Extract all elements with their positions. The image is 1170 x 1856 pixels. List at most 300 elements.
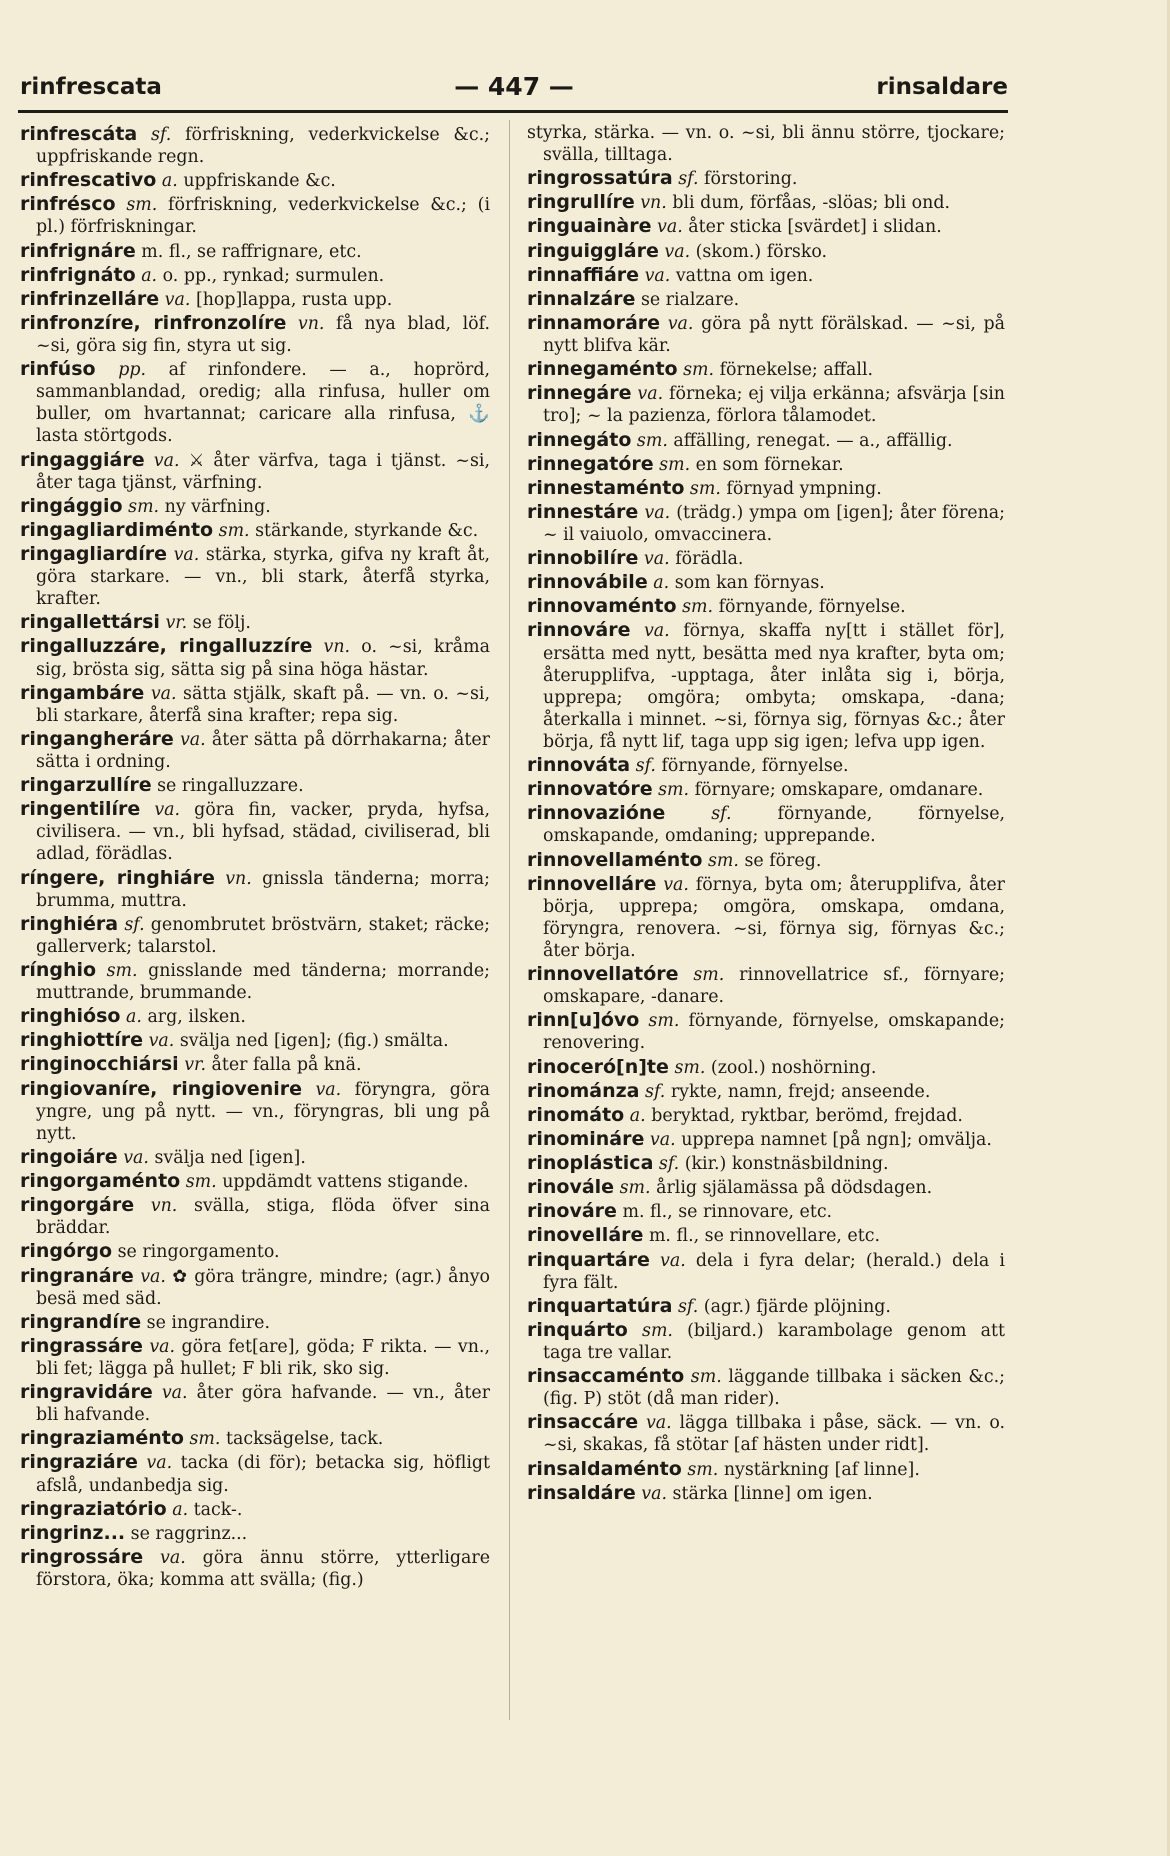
dictionary-entry (527, 1248, 1005, 1294)
dictionary-entry (527, 848, 1005, 872)
dictionary-entry (20, 1545, 490, 1591)
dictionary-entry (20, 1521, 490, 1545)
entry-headword: rinoplástica (527, 1152, 654, 1174)
entry-definition: förnya, skaffa ny[tt i stället för], ersätta med nytt, besätta med nya krafter, byta om; återupplifva, -upptaga, åter inlåta sig i, börja, upprepa; omgöra; ombyta; omskapa, -dana; återkalla i minnet. ~si, förnya sig, förnyas &c.; åter börja, få nytt lif, taga upp sig igen; lefva upp igen. (543, 621, 1005, 752)
header-first-word: rinfrescata (20, 74, 162, 100)
entry-definition: (kir.) konstnäsbildning. (684, 1154, 889, 1174)
dictionary-entry (20, 239, 490, 263)
entry-headword: ringraziaménto (20, 1427, 184, 1450)
entry-definition: uppfriskande &c. (183, 171, 336, 192)
entry-headword: rinnovaménto (527, 595, 677, 618)
entry-definition: åter sticka [svärdet] i slidan. (688, 217, 942, 238)
entry-grammar: vn. (323, 637, 351, 658)
entry-definition: bli dum, förfåas, -slöas; bli ond. (672, 193, 950, 214)
entry-grammar: va. (664, 241, 691, 262)
left-column (20, 122, 490, 1822)
entry-grammar: sm. (658, 780, 690, 801)
entry-headword: rinnováre (527, 619, 631, 642)
entry-definition: läggande tillbaka i säcken &c.; (fig. P) stöt (då man rider). (543, 1367, 1005, 1410)
entry-grammar: va. (643, 621, 670, 642)
entry-definition: åter falla på knä. (211, 1055, 362, 1076)
dictionary-entry (527, 777, 1005, 801)
entry-headword: rinquartatúra (527, 1294, 673, 1317)
dictionary-entry (20, 357, 490, 447)
dictionary-entry (20, 1310, 490, 1334)
entry-headword: ringagliardiménto (20, 518, 214, 541)
entry-grammar: sm. (683, 360, 715, 381)
entry-headword: rinnestáre (527, 500, 639, 523)
entry-definition: [hop]lappa, rusta upp. (195, 289, 393, 310)
dictionary-entry (527, 1008, 1005, 1054)
entry-headword: rinománza (527, 1079, 640, 1102)
entry-headword: rinnovazióne (527, 802, 666, 825)
entry-headword: rinnovellatóre (527, 963, 679, 986)
entry-grammar: va. (660, 1250, 686, 1271)
entry-headword: rinn[u]óvo (527, 1009, 640, 1032)
entry-headword: rinsaccaménto (527, 1365, 685, 1388)
dictionary-entry (20, 448, 490, 494)
dictionary-entry (527, 1079, 1005, 1103)
dictionary-entry (527, 872, 1005, 962)
dictionary-entry (527, 570, 1005, 594)
entry-headword: ringággio (20, 494, 123, 517)
entry-definition: rykte, namn, frejd; anseende. (670, 1081, 931, 1102)
entry-definition: (agr.) fjärde plöjning. (703, 1296, 891, 1317)
entry-grammar: sm. (185, 1172, 217, 1193)
dictionary-entry (527, 801, 1005, 847)
entry-definition: nystärkning [af linne]. (723, 1459, 920, 1480)
entry-headword: rinfronzíre, rinfronzolíre (20, 311, 287, 334)
entry-grammar: sm. (189, 1429, 221, 1450)
entry-definition: se föreg. (744, 850, 822, 871)
entry-grammar: va. (645, 1413, 672, 1434)
entry-grammar: va. (150, 683, 177, 704)
entry-headword: rinfrésco (20, 193, 116, 216)
entry-definition: årlig själamässa på dödsdagen. (656, 1178, 933, 1199)
entry-grammar: sf. (711, 804, 732, 825)
entry-grammar: sm. (674, 1057, 706, 1078)
right-column (527, 122, 1005, 1822)
dictionary-entry (20, 773, 490, 797)
entry-grammar: sm. (218, 520, 250, 541)
page-number: — 447 — (454, 72, 574, 101)
entry-definition: förnyare; omskapare, omdanare. (694, 780, 984, 801)
entry-grammar: sm. (689, 478, 721, 499)
entry-grammar: sf. (635, 756, 656, 777)
entry-definition: åter göra hafvande. — vn., åter bli hafvande. (36, 1383, 490, 1426)
entry-headword: rinnegatóre (527, 452, 654, 475)
dictionary-entry (20, 168, 490, 192)
entry-grammar: va. (179, 729, 206, 750)
dictionary-entry (20, 192, 490, 238)
entry-headword: ringentilíre (20, 798, 141, 821)
entry-headword: rinomináre (527, 1127, 645, 1150)
entry-headword: rínghio (20, 959, 97, 981)
dictionary-entry (527, 311, 1005, 357)
entry-definition: o. pp., rynkad; surmulen. (162, 265, 385, 286)
entry-definition: stärka, styrka, gifva ny kraft åt, göra starkare. — vn., bli stark, återfå styrka, krafter. (36, 545, 490, 610)
entry-definition: (trädg.) ympa om [igen]; åter förena; ~ il vaiuolo, omvaccinera. (543, 502, 1005, 545)
dictionary-entry (20, 263, 490, 287)
entry-definition: svälja ned [igen]. (154, 1147, 306, 1168)
entry-definition: genombrutet bröstvärn, staket; räcke; gallerverk; talarstol. (36, 914, 490, 957)
dictionary-entry (20, 1004, 490, 1028)
dictionary-entry (20, 518, 490, 542)
entry-headword: ringallettársi (20, 611, 160, 634)
entry-headword: rinnovellaménto (527, 848, 703, 871)
header-rule (18, 110, 1008, 113)
entry-headword: ringhióso (20, 1005, 121, 1028)
dictionary-entry (20, 634, 490, 680)
entry-definition: se ingrandire. (146, 1312, 270, 1333)
entry-definition: som kan förnyas. (674, 573, 825, 594)
entry-headword: rinnalzáre (527, 287, 636, 310)
dictionary-entry (20, 1450, 490, 1496)
dictionary-entry (527, 263, 1005, 287)
dictionary-entry (20, 958, 490, 1004)
entry-definition: beryktad, ryktbar, berömd, frejdad. (651, 1105, 963, 1126)
dictionary-entry (20, 287, 490, 311)
entry-grammar: va. (663, 874, 689, 895)
entry-definition: gnissla tänderna; morra; brumma, muttra. (36, 868, 490, 911)
dictionary-entry (20, 122, 490, 168)
dictionary-entry (527, 1457, 1005, 1481)
entry-headword: ringórgo (20, 1240, 113, 1263)
dictionary-entry (527, 1175, 1005, 1199)
entry-definition: förnyande, förnyelse. (661, 756, 849, 777)
entry-headword: rinnestaménto (527, 476, 685, 499)
entry-definition: förädla. (675, 549, 744, 570)
entry-definition: förfriskning, vederkvickelse &c.; uppfriskande regn. (36, 125, 490, 168)
dictionary-entry (20, 1380, 490, 1426)
entry-headword: ringrassáre (20, 1334, 143, 1357)
entry-grammar: sf. (124, 914, 145, 935)
entry-definition: ny värfning. (164, 496, 271, 517)
entry-grammar: sf. (658, 1154, 680, 1174)
entry-headword: ringraziáre (20, 1451, 138, 1474)
entry-headword: rinsaldáre (527, 1481, 636, 1504)
entry-definition: ✿ göra trängre, mindre; (agr.) ånyo besä med säd. (36, 1266, 490, 1309)
entry-grammar: a. (161, 171, 178, 192)
entry-grammar: va. (667, 313, 694, 334)
dictionary-entry (20, 1193, 490, 1239)
entry-grammar: sm. (687, 1459, 719, 1480)
page-header (20, 74, 1008, 104)
entry-definition: se ringalluzzare. (157, 776, 304, 797)
entry-definition: förnyad ympning. (726, 478, 882, 499)
dictionary-entry (527, 1223, 1005, 1247)
entry-definition: göra ännu större, ytterligare förstora, öka; komma att svälla; (fig.) (36, 1547, 490, 1590)
entry-definition: se följ. (192, 613, 251, 634)
entry-grammar: sm. (619, 1178, 651, 1199)
entry-headword: rinsaldaménto (527, 1457, 682, 1480)
entry-grammar: sf. (151, 125, 172, 145)
entry-grammar: sm. (690, 1367, 722, 1388)
entry-definition: tack-. (193, 1499, 243, 1520)
dictionary-entry (527, 500, 1005, 546)
dictionary-entry (527, 428, 1005, 452)
entry-definition: m. fl., se rinnovellare, etc. (648, 1226, 880, 1247)
entry-grammar: va. (315, 1079, 342, 1100)
entry-headword: rinquartáre (527, 1248, 650, 1271)
entry-grammar: sm. (682, 597, 714, 618)
dictionary-entry (20, 1145, 490, 1169)
dictionary-entry (527, 1481, 1005, 1505)
dictionary-entry (20, 797, 490, 865)
entry-definition: förnya, byta om; återupplifva, åter börja, upprepa; omgöra, omskapa, omdana, föryngra, renovera. ~si, förnya sig, förnyas &c.; åter börja. (543, 874, 1005, 961)
dictionary-entry (527, 753, 1005, 777)
entry-definition: (skom.) försko. (695, 241, 828, 262)
dictionary-entry (527, 1318, 1005, 1364)
entry-headword: ringrossáre (20, 1545, 144, 1568)
entry-grammar: va. (164, 289, 191, 310)
entry-grammar: va. (146, 1453, 173, 1474)
header-last-word: rinsaldare (876, 74, 1008, 100)
entry-grammar: va. (649, 1129, 676, 1150)
entry-grammar: va. (148, 1031, 175, 1052)
dictionary-entry (527, 1199, 1005, 1223)
dictionary-entry (527, 214, 1005, 238)
entry-grammar: a. (172, 1499, 189, 1520)
entry-headword: rinfrignáre (20, 239, 136, 262)
entry-definition: uppdämdt vattens stigande. (222, 1172, 469, 1193)
entry-grammar: va. (161, 1383, 188, 1404)
entry-grammar: sm. (659, 454, 691, 475)
entry-grammar: vn. (150, 1196, 178, 1217)
dictionary-entry (20, 1264, 490, 1310)
entry-definition: se ringorgamento. (117, 1242, 280, 1263)
entry-grammar: va. (160, 1547, 186, 1568)
dictionary-entry (527, 1127, 1005, 1151)
column-divider (509, 120, 510, 1720)
dictionary-entry (20, 610, 490, 634)
entry-definition: ⚔ åter värfva, taga i tjänst. ~si, åter taga tjänst, värfning. (36, 450, 490, 493)
entry-headword: ringuiggláre (527, 239, 659, 262)
entry-grammar: sm. (126, 195, 158, 216)
entry-definition: tacksägelse, tack. (225, 1429, 384, 1450)
entry-grammar: va. (644, 502, 671, 523)
entry-headword: rinoceró[n]te (527, 1055, 669, 1078)
entry-grammar: sm. (128, 496, 160, 517)
entry-headword: ringinocchiársi (20, 1053, 179, 1076)
dictionary-entry (527, 1055, 1005, 1079)
entry-grammar: vn. (640, 193, 667, 214)
entry-headword: rinovále (527, 1176, 615, 1199)
dictionary-entry (20, 866, 490, 912)
entry-definition: affälling, renegat. — a., affällig. (673, 430, 953, 451)
dictionary-entry (527, 1294, 1005, 1318)
entry-headword: rinnaffiáre (527, 263, 640, 286)
entry-grammar: a. (126, 1007, 142, 1028)
entry-headword: rinomáto (527, 1103, 625, 1126)
entry-definition: åter sätta på dörrhakarna; åter sätta i ordning. (36, 729, 490, 773)
entry-grammar: sm. (707, 850, 739, 871)
entry-grammar: va. (140, 1266, 166, 1287)
entry-grammar: va. (641, 1483, 667, 1504)
entry-definition: lägga tillbaka i påse, säck. — vn. o. ~si, skakas, få stötar [af hästen under ridt]. (543, 1413, 1005, 1456)
entry-grammar: sm. (648, 1011, 680, 1032)
entry-definition: svälja ned [igen]; (fig.) smälta. (179, 1031, 449, 1052)
dictionary-entry (527, 1151, 1005, 1175)
entry-definition: tacka (di för); betacka sig, höfligt afslå, undanbedja sig. (36, 1453, 490, 1496)
entry-headword: ringranáre (20, 1264, 134, 1287)
entry-definition: förnyande, förnyelse. (718, 597, 906, 618)
dictionary-entry (20, 311, 490, 357)
dictionary-entry (527, 618, 1005, 753)
entry-headword: rinquárto (527, 1318, 628, 1341)
dictionary-entry (527, 239, 1005, 263)
entry-grammar: va. (643, 549, 670, 570)
entry-grammar: a. (653, 573, 670, 594)
entry-grammar: sf. (677, 1296, 699, 1317)
entry-definition: få nya blad, löf. ~si, göra sig fin, styra ut sig. (36, 313, 490, 357)
entry-definition: förnyande, förnyelse, omskapande, omdaning; upprepande. (543, 804, 1005, 847)
entry-headword: rinsaccáre (527, 1411, 639, 1434)
entry-headword: rinfrignáto (20, 263, 136, 286)
entry-headword: ringrullíre (527, 191, 635, 214)
dictionary-entry (20, 494, 490, 518)
entry-grammar: va. (153, 450, 180, 471)
entry-definition: (zool.) noshörning. (710, 1057, 877, 1078)
entry-headword: ringraziatório (20, 1497, 167, 1520)
entry-grammar: pp. (118, 360, 146, 381)
entry-definition: o. ~si, kråma sig, brösta sig, sätta sig på sina höga hästar. (36, 637, 490, 680)
entry-grammar: va. (149, 1336, 176, 1357)
entry-definition: vattna om igen. (675, 265, 814, 286)
entry-headword: ringagliardíre (20, 543, 168, 566)
entry-headword: ringhiottíre (20, 1029, 144, 1052)
entry-headword: ringambáre (20, 681, 145, 704)
entry-headword: ringrinz... (20, 1521, 126, 1544)
entry-headword: ríngere, ringhiáre (20, 866, 215, 889)
entry-headword: rinnovatóre (527, 778, 653, 801)
dictionary-entry (20, 1239, 490, 1263)
entry-headword: rinfrescativo (20, 169, 157, 192)
dictionary-entry (527, 1410, 1005, 1456)
dictionary-entry (527, 1364, 1005, 1410)
dictionary-entry (527, 122, 1005, 166)
entry-definition: förstoring. (704, 169, 798, 190)
entry-grammar: sm. (693, 965, 725, 986)
entry-headword: rinnegáre (527, 382, 632, 405)
entry-grammar: va. (657, 217, 683, 238)
entry-grammar: vr. (184, 1055, 206, 1076)
entry-headword: ringaggiáre (20, 448, 145, 471)
dictionary-entry (20, 1169, 490, 1193)
dictionary-entry (20, 912, 490, 958)
entry-definition: sätta stjälk, skaft på. — vn. o. ~si, bli starkare, återfå sina krafter; repa sig. (36, 683, 490, 726)
entry-headword: ringrandíre (20, 1310, 142, 1333)
entry-grammar: sf. (678, 169, 699, 190)
entry-headword: rinfúso (20, 358, 96, 381)
dictionary-entry (20, 681, 490, 727)
entry-headword: rinfrinzelláre (20, 287, 160, 310)
entry-grammar: va. (173, 545, 200, 566)
entry-grammar: sm. (106, 961, 138, 981)
entry-definition: upprepa namnet [på ngn]; omvälja. (681, 1129, 992, 1150)
entry-definition: (biljard.) karambolage genom att taga tre vallar. (543, 1320, 1005, 1363)
entry-definition: gnisslande med tänderna; morrande; muttrande, brummande. (36, 961, 490, 1004)
entry-definition: dela i fyra delar; (herald.) dela i fyra fält. (543, 1250, 1005, 1293)
dictionary-entry (20, 1497, 490, 1521)
entry-headword: rinnegaménto (527, 358, 678, 381)
entry-headword: rinnegáto (527, 428, 632, 451)
entry-definition: föryngra, göra yngre, ung på nytt. — vn., föryngras, bli ung på nytt. (36, 1079, 490, 1144)
entry-headword: ringalluzzáre, ringalluzzíre (20, 635, 313, 658)
entry-definition: m. fl., se rinnovare, etc. (622, 1202, 833, 1223)
entry-definition: rinnovellatrice sf., förnyare; omskapare, -danare. (543, 965, 1005, 1008)
entry-headword: ringravidáre (20, 1381, 153, 1404)
dictionary-entry (20, 1426, 490, 1450)
dictionary-entry (527, 357, 1005, 381)
entry-grammar: sm. (636, 430, 668, 451)
entry-definition: förnyande, förnyelse, omskapande; renovering. (543, 1011, 1005, 1054)
entry-definition: göra på nytt förälskad. — ~si, på nytt blifva kär. (543, 313, 1005, 357)
dictionary-entry (527, 546, 1005, 570)
entry-grammar: a. (629, 1105, 646, 1126)
entry-headword: ringoiáre (20, 1145, 118, 1168)
dictionary-entry (20, 1028, 490, 1052)
dictionary-entry (527, 166, 1005, 190)
entry-definition: se rialzare. (640, 289, 740, 310)
entry-definition: se raggrinz... (130, 1523, 248, 1544)
entry-definition: arg, ilsken. (147, 1007, 246, 1028)
entry-headword: ringorgáre (20, 1194, 135, 1217)
entry-definition: förfriskning, vederkvickelse &c.; (i pl.) förfriskningar. (36, 195, 490, 238)
entry-definition: förnekelse; affall. (719, 360, 874, 381)
entry-definition: styrka, stärka. — vn. o. ~si, bli ännu större, tjockare; svälla, tilltaga. (527, 123, 1005, 166)
entry-grammar: sf. (645, 1081, 666, 1102)
entry-headword: ringorgaménto (20, 1170, 181, 1193)
dictionary-entry (20, 1052, 490, 1076)
dictionary-entry (527, 962, 1005, 1008)
entry-headword: ringuainàre (527, 215, 652, 238)
entry-headword: rinnobilíre (527, 547, 639, 570)
entry-grammar: vn. (297, 313, 325, 334)
entry-grammar: a. (141, 265, 158, 286)
entry-grammar: vn. (225, 868, 252, 889)
entry-headword: rinnováta (527, 754, 631, 777)
entry-grammar: va. (644, 265, 671, 286)
entry-headword: rinoveIláre (527, 1224, 644, 1247)
entry-definition: svälla, stiga, flöda öfver sina bräddar. (36, 1196, 490, 1239)
entry-headword: ringrossatúra (527, 167, 673, 190)
dictionary-entry (20, 1077, 490, 1145)
entry-definition: göra fet[are], göda; F rikta. — vn., bli fet; lägga på hullet; F bli rik, sko sig. (36, 1336, 490, 1379)
dictionary-entry (20, 542, 490, 610)
dictionary-entry (527, 476, 1005, 500)
entry-grammar: va. (154, 800, 181, 821)
dictionary-entry (20, 1334, 490, 1380)
entry-headword: rinnovelláre (527, 872, 657, 895)
dictionary-entry (527, 452, 1005, 476)
entry-headword: rinnamoráre (527, 311, 661, 334)
entry-definition: m. fl., se raffrignare, etc. (141, 241, 362, 262)
dictionary-entry (20, 727, 490, 773)
entry-headword: ringangheráre (20, 727, 174, 750)
entry-grammar: va. (637, 384, 664, 405)
entry-headword: ringiovaníre, ringiovenire (20, 1077, 302, 1100)
entry-definition: förneka; ej vilja erkänna; afsvärja [sin tro]; ~ la pazienza, förlora tålamodet. (543, 384, 1005, 427)
entry-definition: af rinfondere. — a., hoprörd, sammanblandad, oredig; alla rinfusa, huller om buller, om hvartannat; caricare alla rinfusa, ⚓ lasta störtgods. (36, 360, 490, 447)
dictionary-entry (527, 594, 1005, 618)
dictionary-entry (527, 1103, 1005, 1127)
entry-definition: en som förnekar. (695, 454, 844, 475)
entry-headword: rinfrescáta (20, 123, 138, 145)
entry-grammar: sm. (642, 1320, 673, 1341)
entry-headword: rinováre (527, 1200, 617, 1223)
entry-definition: stärka [linne] om igen. (672, 1483, 873, 1504)
